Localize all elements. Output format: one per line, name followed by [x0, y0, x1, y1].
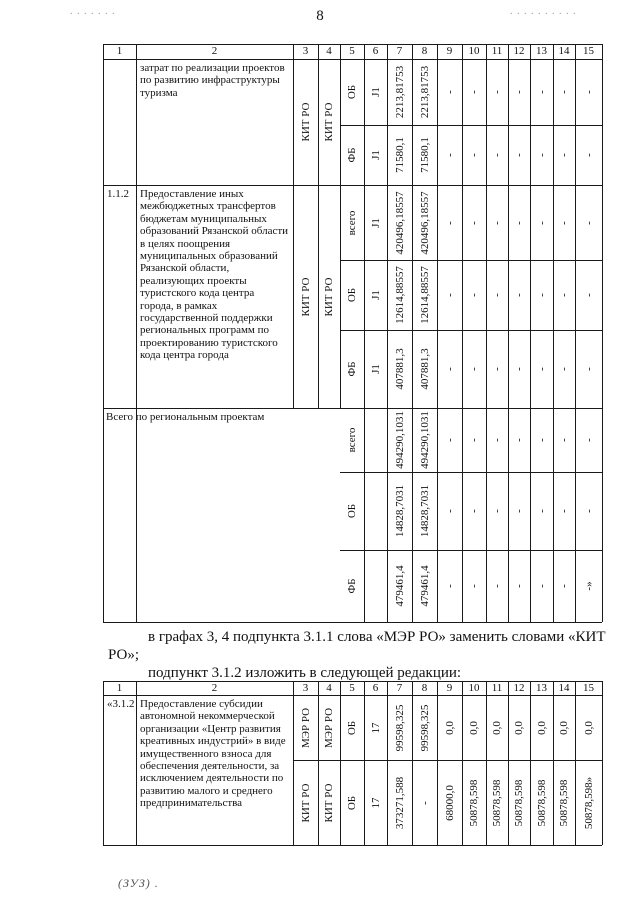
- column-header: 12: [513, 682, 525, 694]
- column-header: 7: [396, 682, 403, 694]
- table-rule: [508, 681, 509, 845]
- amount-year: -: [443, 293, 456, 297]
- amount-total: 71580,1: [393, 137, 406, 173]
- row-number: «3.1.2: [107, 698, 135, 710]
- header-bottom-border: [103, 59, 602, 60]
- page-number: 8: [316, 8, 324, 24]
- column-header: 8: [421, 682, 428, 694]
- table-rule: [364, 44, 365, 622]
- amount-year: 0,0: [558, 720, 570, 735]
- table-bottom-border: [103, 622, 602, 623]
- amount-year: 50878,598: [491, 779, 503, 826]
- budget-source: ФБ: [346, 361, 358, 377]
- amount-year: -: [443, 90, 456, 94]
- column-header: 6: [372, 45, 379, 57]
- amount-year: 479461,4: [418, 565, 431, 607]
- amount-year: -: [513, 153, 525, 157]
- project-code: J1: [369, 150, 382, 160]
- table-rule: [387, 44, 388, 622]
- amount-year: -: [513, 438, 525, 442]
- amendment-paragraph-line1: в графах 3, 4 подпункта 3.1.1 слова «МЭР РО» заменить словами «КИТ: [148, 629, 606, 645]
- total-row-label: Всего по региональным проектам: [106, 411, 265, 423]
- amount-year: -: [443, 153, 456, 157]
- amount-year: -: [558, 153, 570, 157]
- table-rule: [437, 681, 438, 845]
- column-header: 3: [302, 45, 309, 57]
- amount-year: -: [582, 220, 595, 225]
- project-code: J1: [369, 364, 382, 374]
- amount-total: 407881,3: [393, 348, 406, 390]
- row-number: 1.1.2: [107, 188, 129, 200]
- amount-total: 99598,325: [393, 704, 406, 751]
- amount-year: -: [535, 367, 548, 371]
- amount-year: -: [491, 584, 503, 588]
- table-rule: [575, 681, 576, 845]
- amount-year: -: [491, 90, 503, 94]
- amount-year: -: [513, 90, 525, 94]
- amount-year: 0,0: [582, 720, 595, 735]
- column-header: 8: [421, 45, 428, 57]
- amount-year: 50878,598: [535, 779, 548, 826]
- amount-year: 420496,18557: [418, 190, 431, 255]
- table-rule: [530, 44, 531, 622]
- table-rule: [553, 681, 554, 845]
- amount-year: -: [491, 220, 503, 225]
- column-header: 13: [536, 682, 547, 694]
- budget-source: ОБ: [346, 287, 358, 303]
- row-description: Предоставление иных межбюджетных трансфертов бюджетам муниципальных образований Рязанской области в целях поощрения муниципальных образований Рязанской области, реализующих проекты туристского кода центра города, в рамках государственной поддержки региональных программ по проектированию туристского кода центра города: [140, 188, 289, 362]
- amount-total: 14828,7031: [393, 484, 406, 538]
- column-header: 4: [326, 682, 332, 694]
- handwritten-mark: (ЗУЗ) .: [118, 876, 159, 890]
- budget-source: ФБ: [346, 578, 358, 594]
- amount-year: -: [468, 220, 480, 225]
- table-rule: [486, 681, 487, 845]
- amount-year: -: [443, 220, 456, 225]
- table-rule: [340, 44, 341, 408]
- program-participant: КИТ РО: [323, 277, 335, 316]
- table-rule: [364, 681, 365, 845]
- column-header: 15: [583, 682, 594, 694]
- column-header: 12: [513, 45, 525, 57]
- budget-source: всего: [346, 210, 358, 235]
- amount-year: 2213,81753: [418, 65, 431, 119]
- amount-year: -: [582, 438, 595, 442]
- subrow-divider: [340, 550, 602, 551]
- amount-year: 71580,1: [418, 137, 431, 173]
- subrow-divider: [340, 330, 602, 331]
- amount-year: -: [582, 90, 595, 94]
- table-rule: [412, 44, 413, 622]
- column-header: 2: [211, 45, 218, 57]
- amount-year: 0,0: [513, 720, 525, 735]
- amount-year: -: [535, 509, 548, 513]
- amount-year: -: [535, 153, 548, 157]
- table-rule: [486, 44, 487, 622]
- amount-year: 0,0: [535, 720, 548, 735]
- row-description: затрат по реализации проектов по развитию инфраструктуры туризма: [140, 62, 285, 99]
- amount-year: -: [443, 367, 456, 371]
- column-header: 2: [211, 682, 218, 694]
- amount-year: -: [491, 153, 503, 157]
- table-rule: [412, 681, 413, 845]
- column-header: 6: [372, 682, 379, 694]
- column-header: 14: [558, 45, 570, 57]
- column-header: 1: [116, 682, 123, 694]
- column-header: 11: [491, 45, 503, 57]
- column-header: 13: [536, 45, 547, 57]
- amount-year: -»: [582, 581, 595, 591]
- responsible-executor: КИТ РО: [299, 277, 312, 316]
- amount-year: 68000,0: [443, 784, 456, 821]
- column-header: 11: [491, 682, 503, 694]
- amount-year: 50878,598: [468, 779, 480, 826]
- column-header: 4: [326, 45, 332, 57]
- table-rule: [136, 408, 137, 622]
- project-code: 17: [369, 722, 382, 733]
- header-bottom-border: [103, 695, 602, 696]
- amount-year: -: [582, 367, 595, 371]
- table-rule: [293, 44, 294, 408]
- amount-year: -: [443, 438, 456, 442]
- amount-total: 494290,1031: [393, 411, 406, 469]
- amount-year: 0,0: [491, 720, 503, 735]
- amount-year: -: [558, 438, 570, 442]
- amount-total: 479461,4: [393, 565, 406, 607]
- table-rule: [340, 681, 341, 845]
- amount-year: 0,0: [443, 720, 456, 735]
- project-code: J1: [369, 217, 382, 228]
- amount-year: -: [558, 220, 570, 225]
- table-outer-border: [602, 681, 603, 845]
- column-header: 5: [349, 45, 355, 57]
- amount-year: 407881,3: [418, 348, 431, 390]
- table-rule: [136, 681, 137, 845]
- budget-source: ФБ: [346, 147, 358, 163]
- table-outer-border: [103, 681, 104, 845]
- amount-year: 99598,325: [418, 704, 431, 751]
- amount-total: 420496,18557: [393, 190, 406, 255]
- budget-source: ОБ: [346, 84, 358, 100]
- amount-year: -: [468, 584, 480, 588]
- amount-year: -: [513, 509, 525, 513]
- table-rule: [575, 44, 576, 622]
- table-outer-border: [602, 44, 603, 622]
- column-header: 10: [468, 45, 480, 57]
- amount-year: -: [491, 367, 503, 371]
- amount-year: -: [491, 293, 503, 297]
- table-outer-border: [103, 44, 104, 622]
- table-rule: [318, 681, 319, 845]
- budget-source: ОБ: [346, 720, 358, 735]
- subrow-divider: [340, 260, 602, 261]
- amount-year: -: [513, 220, 525, 225]
- table-rule: [462, 44, 463, 622]
- column-header: 9: [446, 682, 453, 694]
- amount-total: 373271,588: [393, 776, 406, 829]
- amendment-paragraph-line2: РО»;: [108, 647, 140, 663]
- table-rule: [136, 44, 137, 408]
- amount-year: -: [468, 293, 480, 297]
- column-header: 9: [446, 45, 453, 57]
- amount-year: 0,0: [468, 720, 480, 735]
- amount-year: 494290,1031: [418, 411, 431, 469]
- row-description: Предоставление субсидии автономной некоммерческой организации «Центр развития креативных индустрий» в виде имущественного взноса для обеспечения деятельности, за исключением деятельности по развитию малого и среднего предпринимательства: [140, 698, 286, 810]
- subrow-divider: [340, 125, 602, 126]
- column-header: 7: [396, 45, 403, 57]
- amendment-paragraph-subpoint: подпункт 3.1.2 изложить в следующей редакции:: [148, 665, 462, 681]
- responsible-executor: КИТ РО: [299, 102, 312, 142]
- amount-year: 14828,7031: [418, 484, 431, 538]
- table-rule: [462, 681, 463, 845]
- column-header: 3: [302, 682, 309, 694]
- table-bottom-border: [103, 845, 602, 846]
- amount-year: -: [535, 293, 548, 297]
- amount-year: 50878,598»: [582, 776, 595, 829]
- table-rule: [293, 681, 294, 845]
- amount-total: 2213,81753: [393, 65, 406, 119]
- responsible-executor: КИТ РО: [299, 783, 312, 822]
- amount-year: -: [535, 438, 548, 442]
- amount-year: -: [558, 90, 570, 94]
- amount-year: -: [558, 584, 570, 588]
- responsible-executor: МЭР РО: [299, 707, 312, 748]
- amount-year: -: [535, 90, 548, 94]
- project-code: 17: [369, 797, 382, 808]
- amount-year: -: [491, 509, 503, 513]
- amount-year: -: [535, 584, 548, 588]
- amount-year: -: [513, 293, 525, 297]
- amount-year: -: [535, 220, 548, 225]
- project-code: J1: [369, 290, 382, 300]
- amount-year: 50878,598: [513, 779, 525, 826]
- budget-source: ОБ: [346, 503, 358, 519]
- program-participant: МЭР РО: [323, 707, 335, 748]
- amount-year: -: [418, 800, 431, 805]
- amount-year: -: [468, 367, 480, 371]
- column-header: 10: [468, 682, 480, 694]
- table-rule: [553, 44, 554, 622]
- scan-noise: . . . . . . . . . .: [510, 6, 577, 17]
- row-divider: [103, 408, 602, 409]
- amount-year: -: [468, 509, 480, 513]
- table-rule: [530, 681, 531, 845]
- column-header: 5: [349, 682, 355, 694]
- budget-source: ОБ: [346, 795, 358, 810]
- program-participant: КИТ РО: [323, 102, 335, 142]
- amount-year: -: [443, 509, 456, 513]
- amount-year: -: [558, 367, 570, 371]
- amount-year: -: [558, 293, 570, 297]
- budget-source: всего: [346, 427, 358, 453]
- column-header: 14: [558, 682, 570, 694]
- column-header: 1: [116, 45, 123, 57]
- amount-year: -: [491, 438, 503, 442]
- amount-year: -: [582, 509, 595, 513]
- amount-year: -: [558, 509, 570, 513]
- amount-year: -: [468, 153, 480, 157]
- amount-year: 12614,88557: [418, 266, 431, 324]
- amount-total: 12614,88557: [393, 266, 406, 324]
- amount-year: -: [468, 438, 480, 442]
- column-header: 15: [583, 45, 594, 57]
- amount-year: -: [582, 153, 595, 157]
- table-rule: [508, 44, 509, 622]
- amount-year: 50878,598: [558, 779, 570, 826]
- scan-noise: . . . . . . .: [70, 6, 116, 17]
- subrow-divider: [340, 472, 602, 473]
- table-rule: [318, 44, 319, 408]
- amount-year: -: [468, 90, 480, 94]
- amount-year: -: [513, 367, 525, 371]
- program-participant: КИТ РО: [323, 783, 335, 822]
- amount-year: -: [513, 584, 525, 588]
- amount-year: -: [443, 584, 456, 588]
- table-rule: [387, 681, 388, 845]
- project-code: J1: [369, 87, 382, 97]
- table-rule: [437, 44, 438, 622]
- amount-year: -: [582, 293, 595, 297]
- row-divider: [103, 185, 602, 186]
